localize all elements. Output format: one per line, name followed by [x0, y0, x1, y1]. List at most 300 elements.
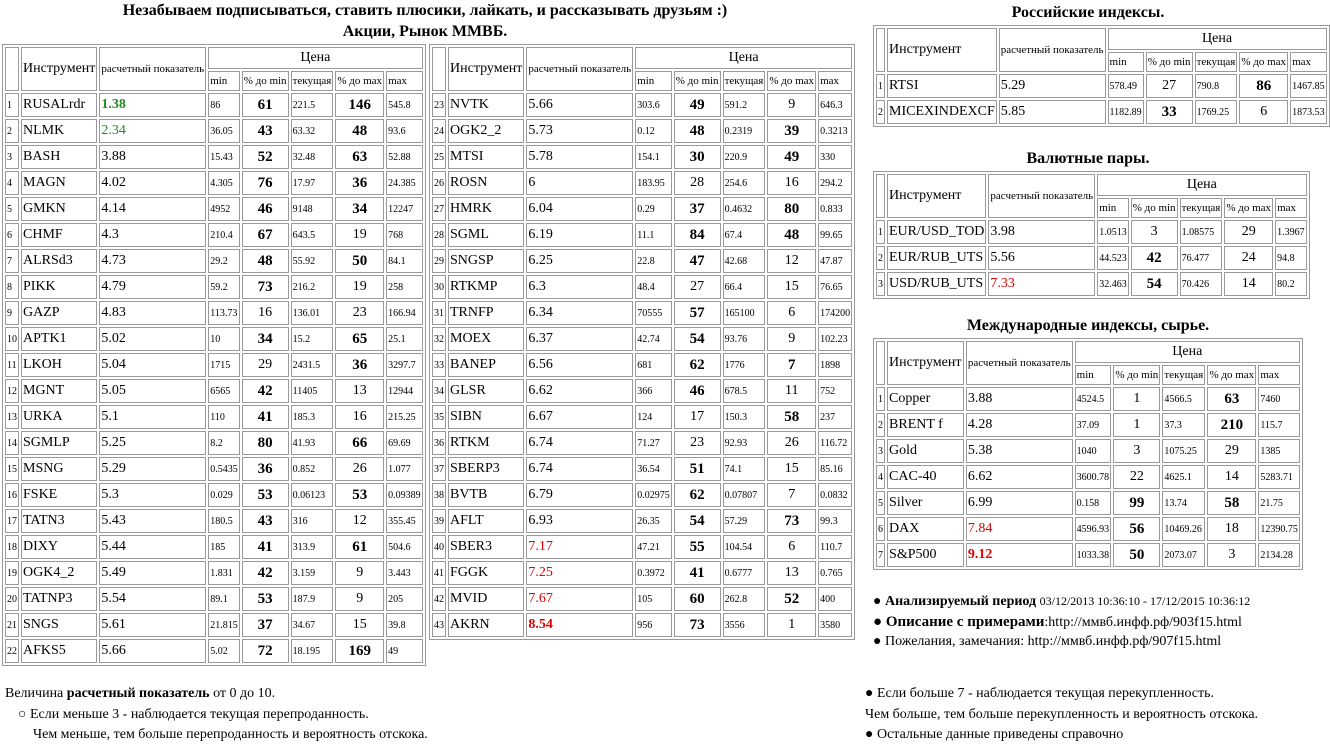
price-max: 355.45 — [386, 509, 423, 533]
pct-to-min: 67 — [242, 223, 289, 247]
row-number: 4 — [5, 171, 19, 195]
table-row — [432, 431, 852, 455]
footer-right3 — [865, 726, 1123, 744]
indicator-value: 5.3 — [99, 483, 206, 507]
row-number: 5 — [5, 197, 19, 221]
row-number: 33 — [432, 353, 446, 377]
price-current: 3.159 — [291, 561, 334, 585]
pct-to-min: 41 — [242, 405, 289, 429]
table-row — [432, 93, 852, 117]
header-price: Цена — [1108, 28, 1327, 50]
indicator-value: 3.88 — [99, 145, 206, 169]
price-current: 678.5 — [723, 379, 766, 403]
indicator-value: 5.56 — [988, 246, 1095, 270]
price-min: 26.35 — [635, 509, 672, 533]
header-indicator: расчетный показатель — [526, 47, 633, 91]
indicator-value: 5.1 — [99, 405, 206, 429]
pct-to-min: 80 — [242, 431, 289, 455]
pct-to-min: 51 — [674, 457, 721, 481]
pct-to-max: 7 — [767, 483, 816, 507]
price-max: 0.833 — [818, 197, 852, 221]
instrument-name: SBER3 — [448, 535, 524, 559]
table-row — [432, 119, 852, 143]
price-min: 1.0513 — [1097, 220, 1129, 244]
table-row — [876, 100, 1327, 124]
price-min: 48.4 — [635, 275, 672, 299]
price-min: 21.815 — [208, 613, 240, 637]
price-min: 303.6 — [635, 93, 672, 117]
price-max: 52.88 — [386, 145, 423, 169]
table-row — [432, 587, 852, 611]
price-max: 12247 — [386, 197, 423, 221]
instrument-name: APTK1 — [21, 327, 97, 351]
table-row — [5, 249, 423, 273]
header-blank-cell — [5, 47, 19, 91]
header-pct-min: % до min — [242, 71, 289, 91]
instrument-name: AKRN — [448, 613, 524, 637]
table-row — [876, 543, 1300, 567]
indicator-value: 7.67 — [526, 587, 633, 611]
header-indicator: расчетный показатель — [966, 341, 1073, 385]
price-current: 63.32 — [291, 119, 334, 143]
instrument-name: MVID — [448, 587, 524, 611]
header-indicator: расчетный показатель — [99, 47, 206, 91]
pct-to-max: 13 — [767, 561, 816, 585]
header-pct-max: % до max — [767, 71, 816, 91]
pct-to-max: 61 — [335, 535, 384, 559]
row-number: 5 — [876, 491, 885, 515]
price-min: 1040 — [1075, 439, 1112, 463]
footer-text: Если меньше 3 - наблюдается текущая перепроданность. — [29, 707, 369, 722]
header-pct-max: % до max — [1239, 52, 1288, 72]
header-max: max — [818, 71, 852, 91]
indicator-value: 5.29 — [99, 457, 206, 481]
pct-to-max: 29 — [1207, 439, 1256, 463]
table-row — [432, 197, 852, 221]
table-row — [5, 561, 423, 585]
price-current: 10469.26 — [1162, 517, 1205, 541]
header-instrument: Инструмент — [887, 341, 964, 385]
pct-to-max: 19 — [335, 223, 384, 247]
pct-to-min: 84 — [674, 223, 721, 247]
instrument-name: DIXY — [21, 535, 97, 559]
instrument-name: MICEXINDEXCF — [887, 100, 997, 124]
pct-to-min: 3 — [1131, 220, 1178, 244]
bullet-icon: ● — [873, 614, 883, 630]
table-row — [876, 387, 1300, 411]
pct-to-max: 39 — [767, 119, 816, 143]
price-max: 102.23 — [818, 327, 852, 351]
indicator-value: 7.84 — [966, 517, 1073, 541]
instrument-name: MAGN — [21, 171, 97, 195]
row-number: 4 — [876, 465, 885, 489]
pct-to-min: 28 — [674, 171, 721, 195]
row-number: 23 — [432, 93, 446, 117]
pct-to-min: 42 — [242, 379, 289, 403]
table-row — [432, 561, 852, 585]
pct-to-min: 52 — [242, 145, 289, 169]
table-row — [5, 275, 423, 299]
price-min: 36.05 — [208, 119, 240, 143]
price-max: 1898 — [818, 353, 852, 377]
pct-to-min: 54 — [674, 509, 721, 533]
indicator-value: 5.29 — [999, 74, 1106, 98]
indicator-value: 3.98 — [988, 220, 1095, 244]
price-min: 1715 — [208, 353, 240, 377]
table-row — [5, 379, 423, 403]
price-max: 1385 — [1258, 439, 1300, 463]
table-row — [432, 223, 852, 247]
table-row — [432, 327, 852, 351]
instrument-name: SNGS — [21, 613, 97, 637]
row-number: 26 — [432, 171, 446, 195]
instrument-name: TATNP3 — [21, 587, 97, 611]
price-min: 42.74 — [635, 327, 672, 351]
indicator-value: 1.38 — [99, 93, 206, 117]
indicator-value: 5.78 — [526, 145, 633, 169]
price-max: 646.3 — [818, 93, 852, 117]
indicator-value: 4.83 — [99, 301, 206, 325]
price-max: 3297.7 — [386, 353, 423, 377]
table-row — [5, 613, 423, 637]
pct-to-max: 12 — [767, 249, 816, 273]
pct-to-max: 3 — [1207, 543, 1256, 567]
row-number: 28 — [432, 223, 446, 247]
row-number: 39 — [432, 509, 446, 533]
table-row — [5, 405, 423, 429]
indicator-value: 6.74 — [526, 431, 633, 455]
instrument-name: BVTB — [448, 483, 524, 507]
instrument-name: OGK4_2 — [21, 561, 97, 585]
table-row — [876, 491, 1300, 515]
pct-to-max: 13 — [335, 379, 384, 403]
price-max: 545.8 — [386, 93, 423, 117]
price-current: 104.54 — [723, 535, 766, 559]
price-max: 5283.71 — [1258, 465, 1300, 489]
price-max: 330 — [818, 145, 852, 169]
table-row — [432, 145, 852, 169]
row-number: 36 — [432, 431, 446, 455]
pct-to-min: 42 — [1131, 246, 1178, 270]
price-min: 0.029 — [208, 483, 240, 507]
price-min: 22.8 — [635, 249, 672, 273]
pct-to-max: 80 — [767, 197, 816, 221]
table-row — [876, 465, 1300, 489]
table-row — [5, 119, 423, 143]
instrument-name: ROSN — [448, 171, 524, 195]
footer-text: от 0 до 10. — [209, 686, 276, 701]
table-row — [5, 93, 423, 117]
pct-to-min: 37 — [674, 197, 721, 221]
price-max: 12944 — [386, 379, 423, 403]
instrument-name: BASH — [21, 145, 97, 169]
price-current: 42.68 — [723, 249, 766, 273]
table-row — [5, 197, 423, 221]
price-max: 166.94 — [386, 301, 423, 325]
header-indicator: расчетный показатель — [988, 174, 1095, 218]
price-max: 0.3213 — [818, 119, 852, 143]
indicator-value: 5.85 — [999, 100, 1106, 124]
price-min: 15.43 — [208, 145, 240, 169]
pct-to-min: 3 — [1113, 439, 1160, 463]
price-max: 1873.53 — [1290, 100, 1327, 124]
table-row — [5, 587, 423, 611]
price-max: 69.69 — [386, 431, 423, 455]
price-min: 113.73 — [208, 301, 240, 325]
pct-to-min: 42 — [242, 561, 289, 585]
indicator-value: 5.66 — [526, 93, 633, 117]
price-current: 93.76 — [723, 327, 766, 351]
bullet-icon: ● — [865, 727, 874, 742]
price-max: 205 — [386, 587, 423, 611]
currency-table — [873, 171, 1310, 299]
row-number: 43 — [432, 613, 446, 637]
pct-to-min: 60 — [674, 587, 721, 611]
table-row — [432, 483, 852, 507]
price-max: 94.8 — [1275, 246, 1307, 270]
price-min: 0.12 — [635, 119, 672, 143]
row-number: 24 — [432, 119, 446, 143]
price-current: 1.08575 — [1180, 220, 1223, 244]
price-max: 2134.28 — [1258, 543, 1300, 567]
table-row — [432, 405, 852, 429]
price-min: 6565 — [208, 379, 240, 403]
row-number: 38 — [432, 483, 446, 507]
pct-to-min: 36 — [242, 457, 289, 481]
header-min: min — [1097, 198, 1129, 218]
period-value: 03/12/2013 10:36:10 - 17/12/2015 10:36:12 — [1039, 594, 1251, 608]
row-number: 15 — [5, 457, 19, 481]
header-min: min — [1075, 365, 1112, 385]
pct-to-min: 62 — [674, 483, 721, 507]
pct-to-max: 53 — [335, 483, 384, 507]
pct-to-max: 6 — [767, 535, 816, 559]
footer-right2: Чем больше, тем больше перекупленность и вероятность отскока. — [865, 707, 1259, 722]
header-max: max — [1290, 52, 1327, 72]
instrument-name: EUR/USD_TOD — [887, 220, 986, 244]
price-current: 1075.25 — [1162, 439, 1205, 463]
instrument-name: RTKMP — [448, 275, 524, 299]
table-row — [432, 249, 852, 273]
row-number: 17 — [5, 509, 19, 533]
row-number: 16 — [5, 483, 19, 507]
price-min: 5.02 — [208, 639, 240, 663]
pct-to-max: 6 — [767, 301, 816, 325]
pct-to-max: 65 — [335, 327, 384, 351]
row-number: 31 — [432, 301, 446, 325]
instrument-name: NVTK — [448, 93, 524, 117]
price-max: 768 — [386, 223, 423, 247]
instrument-name: EUR/RUB_UTS — [887, 246, 986, 270]
price-min: 37.09 — [1075, 413, 1112, 437]
table-row — [432, 613, 852, 637]
wishes-link[interactable]: Пожелания, замечания: http://ммвб.инфф.рф/907f15.html — [884, 634, 1222, 649]
ru-indices-table — [873, 25, 1330, 127]
pct-to-max: 63 — [335, 145, 384, 169]
bullet-icon: ● — [865, 686, 874, 701]
indicator-value: 4.73 — [99, 249, 206, 273]
price-current: 34.67 — [291, 613, 334, 637]
row-number: 32 — [432, 327, 446, 351]
price-current: 66.4 — [723, 275, 766, 299]
indicator-value: 3.88 — [966, 387, 1073, 411]
row-number: 3 — [5, 145, 19, 169]
pct-to-max: 9 — [767, 93, 816, 117]
price-current: 790.8 — [1195, 74, 1238, 98]
table-row — [5, 457, 423, 481]
price-min: 71.27 — [635, 431, 672, 455]
header-pct-max: % до max — [1207, 365, 1256, 385]
row-number: 2 — [876, 246, 885, 270]
price-min: 681 — [635, 353, 672, 377]
price-current: 0.6777 — [723, 561, 766, 585]
pct-to-min: 76 — [242, 171, 289, 195]
indicator-value: 2.34 — [99, 119, 206, 143]
instrument-name: TATN3 — [21, 509, 97, 533]
pct-to-max: 36 — [335, 171, 384, 195]
indicator-value: 7.17 — [526, 535, 633, 559]
row-number: 20 — [5, 587, 19, 611]
instrument-name: SGML — [448, 223, 524, 247]
pct-to-min: 22 — [1113, 465, 1160, 489]
price-current: 187.9 — [291, 587, 334, 611]
instrument-name: SBERP3 — [448, 457, 524, 481]
intl-table — [873, 338, 1303, 570]
instrument-name: SIBN — [448, 405, 524, 429]
price-max: 400 — [818, 587, 852, 611]
indicator-value: 5.38 — [966, 439, 1073, 463]
price-max: 0.0832 — [818, 483, 852, 507]
header-pct-max: % до max — [1224, 198, 1273, 218]
table-row — [5, 223, 423, 247]
price-min: 47.21 — [635, 535, 672, 559]
header-instrument: Инструмент — [887, 174, 986, 218]
row-number: 1 — [876, 220, 885, 244]
instrument-name: S&P500 — [887, 543, 964, 567]
table-row — [876, 220, 1307, 244]
table-row — [5, 483, 423, 507]
header-pct-max: % до max — [335, 71, 384, 91]
row-number: 22 — [5, 639, 19, 663]
pct-to-min: 46 — [242, 197, 289, 221]
price-max: 21.75 — [1258, 491, 1300, 515]
price-current: 150.3 — [723, 405, 766, 429]
instrument-name: FGGK — [448, 561, 524, 585]
price-current: 76.477 — [1180, 246, 1223, 270]
instrument-name: MSNG — [21, 457, 97, 481]
section-title-stocks: Акции, Рынок ММВБ. — [342, 23, 508, 40]
price-current: 185.3 — [291, 405, 334, 429]
pct-to-min: 37 — [242, 613, 289, 637]
indicator-value: 5.61 — [99, 613, 206, 637]
pct-to-max: 36 — [335, 353, 384, 377]
header-blank-cell — [876, 174, 885, 218]
pct-to-max: 6 — [1239, 100, 1288, 124]
instrument-name: PIKK — [21, 275, 97, 299]
header-blank-cell — [432, 47, 446, 91]
pct-to-max: 210 — [1207, 413, 1256, 437]
pct-to-max: 48 — [767, 223, 816, 247]
header-blank-cell — [876, 341, 885, 385]
footer-line3: Чем меньше, тем больше перепроданность и вероятность отскока. — [33, 727, 428, 742]
price-current: 2431.5 — [291, 353, 334, 377]
row-number: 1 — [876, 387, 885, 411]
price-min: 1182.89 — [1108, 100, 1144, 124]
price-current: 4625.1 — [1162, 465, 1205, 489]
pct-to-min: 46 — [674, 379, 721, 403]
price-current: 221.5 — [291, 93, 334, 117]
indicator-value: 5.05 — [99, 379, 206, 403]
price-current: 0.06123 — [291, 483, 334, 507]
price-max: 84.1 — [386, 249, 423, 273]
price-max: 1.077 — [386, 457, 423, 481]
header-pct-min: % до min — [1146, 52, 1193, 72]
pct-to-max: 63 — [1207, 387, 1256, 411]
price-current: 15.2 — [291, 327, 334, 351]
row-number: 6 — [5, 223, 19, 247]
price-min: 956 — [635, 613, 672, 637]
price-min: 3600.78 — [1075, 465, 1112, 489]
indicator-value: 5.04 — [99, 353, 206, 377]
price-current: 9148 — [291, 197, 334, 221]
pct-to-max: 11 — [767, 379, 816, 403]
row-number: 37 — [432, 457, 446, 481]
header-instrument: Инструмент — [448, 47, 524, 91]
table-row — [876, 246, 1307, 270]
price-current: 18.195 — [291, 639, 334, 663]
bullet-icon: ● — [873, 594, 882, 609]
table-row — [5, 639, 423, 663]
table-row — [876, 439, 1300, 463]
indicator-value: 6.62 — [526, 379, 633, 403]
table-row — [5, 431, 423, 455]
pct-to-min: 1 — [1113, 387, 1160, 411]
price-current: 67.4 — [723, 223, 766, 247]
pct-to-max: 14 — [1224, 272, 1273, 296]
pct-to-max: 23 — [335, 301, 384, 325]
instrument-name: AFLT — [448, 509, 524, 533]
price-current: 313.9 — [291, 535, 334, 559]
price-max: 0.765 — [818, 561, 852, 585]
header-price: Цена — [635, 47, 852, 69]
pct-to-max: 50 — [335, 249, 384, 273]
price-current: 0.4632 — [723, 197, 766, 221]
pct-to-max: 146 — [335, 93, 384, 117]
price-current: 136.01 — [291, 301, 334, 325]
instrument-name: FSKE — [21, 483, 97, 507]
row-number: 9 — [5, 301, 19, 325]
price-max: 39.8 — [386, 613, 423, 637]
instrument-name: OGK2_2 — [448, 119, 524, 143]
indicator-value: 6.74 — [526, 457, 633, 481]
table-row — [432, 535, 852, 559]
instrument-name: Copper — [887, 387, 964, 411]
price-max: 215.25 — [386, 405, 423, 429]
table-row — [5, 145, 423, 169]
desc-link[interactable]: :http://ммвб.инфф.рф/903f15.html — [1044, 615, 1242, 630]
header-instrument: Инструмент — [887, 28, 997, 72]
price-current: 0.852 — [291, 457, 334, 481]
table-row — [5, 171, 423, 195]
header-price: Цена — [1097, 174, 1306, 196]
price-max: 110.7 — [818, 535, 852, 559]
price-max: 1.3967 — [1275, 220, 1307, 244]
instrument-name: URKA — [21, 405, 97, 429]
row-number: 7 — [5, 249, 19, 273]
table-row — [876, 272, 1307, 296]
indicator-value: 6.25 — [526, 249, 633, 273]
price-current: 0.2319 — [723, 119, 766, 143]
